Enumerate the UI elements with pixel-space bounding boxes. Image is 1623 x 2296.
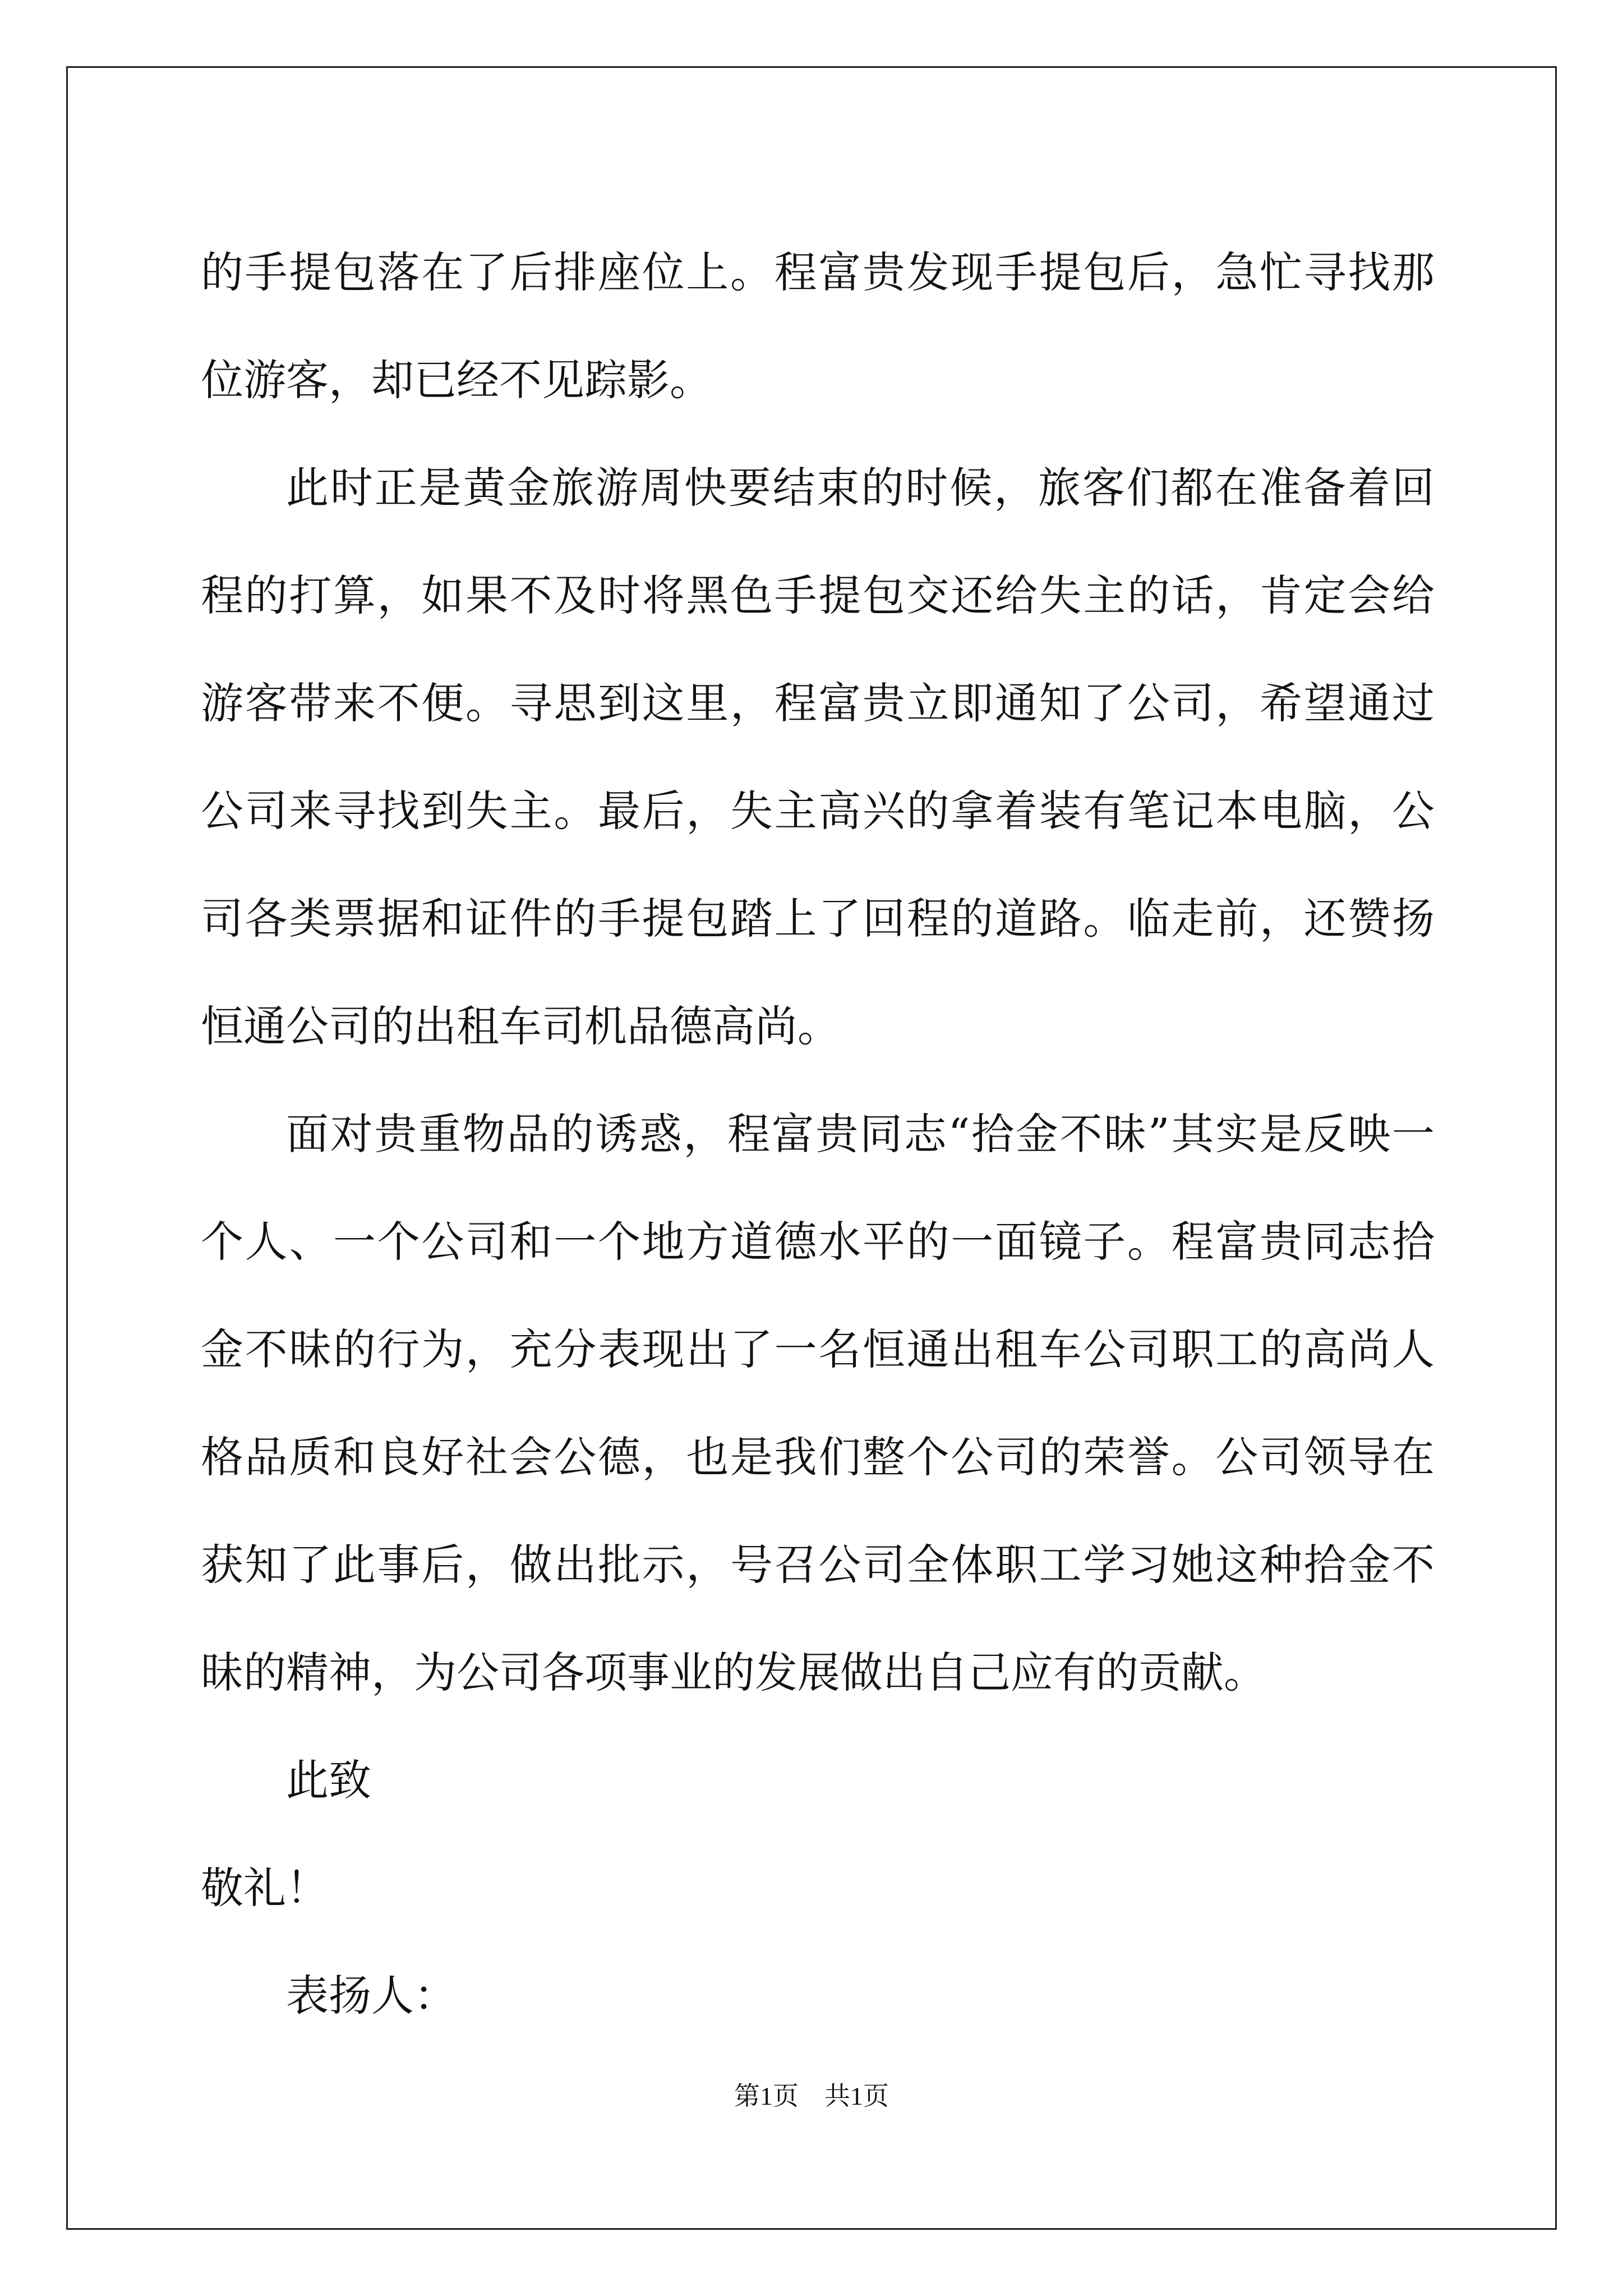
page-footer: 第1页 共1页	[734, 2082, 889, 2110]
salutation-line: 敬礼！	[201, 1863, 329, 1913]
paragraph-praise: 面对贵重物品的诱惑，程富贵同志“拾金不昧”其实是反映一个人、一个公司和一个地方道德水平的一面镜子。程富贵同志拾金不昧的行为，充分表现出了一名恒通出租车公司职工的高尚人格品质和良好社会公德，也是我们整个公司的荣誉。公司领导在获知了此事后，做出批示，号召公司全体职工学习她这种拾金不昧的精神，为公司各项事业的发展做出自己应有的贡献。	[201, 1109, 1435, 1697]
letter-body	[201, 219, 1435, 2050]
closing-line: 此致	[286, 1755, 371, 1805]
paragraph-continuation: 的手提包落在了后排座位上。程富贵发现手提包后，急忙寻找那位游客，却已经不见踪影。	[201, 247, 1435, 405]
signature-label: 表扬人：	[286, 1971, 457, 2021]
paragraph-return-bag: 此时正是黄金旅游周快要结束的时候，旅客们都在准备着回程的打算，如果不及时将黑色手提包交还给失主的话，肯定会给游客带来不便。寻思到这里，程富贵立即通知了公司，希望通过公司来寻找到失主。最后，失主高兴的拿着装有笔记本电脑，公司各类票据和证件的手提包踏上了回程的道路。临走前，还赞扬恒通公司的出租车司机品德高尚。	[201, 463, 1435, 1051]
